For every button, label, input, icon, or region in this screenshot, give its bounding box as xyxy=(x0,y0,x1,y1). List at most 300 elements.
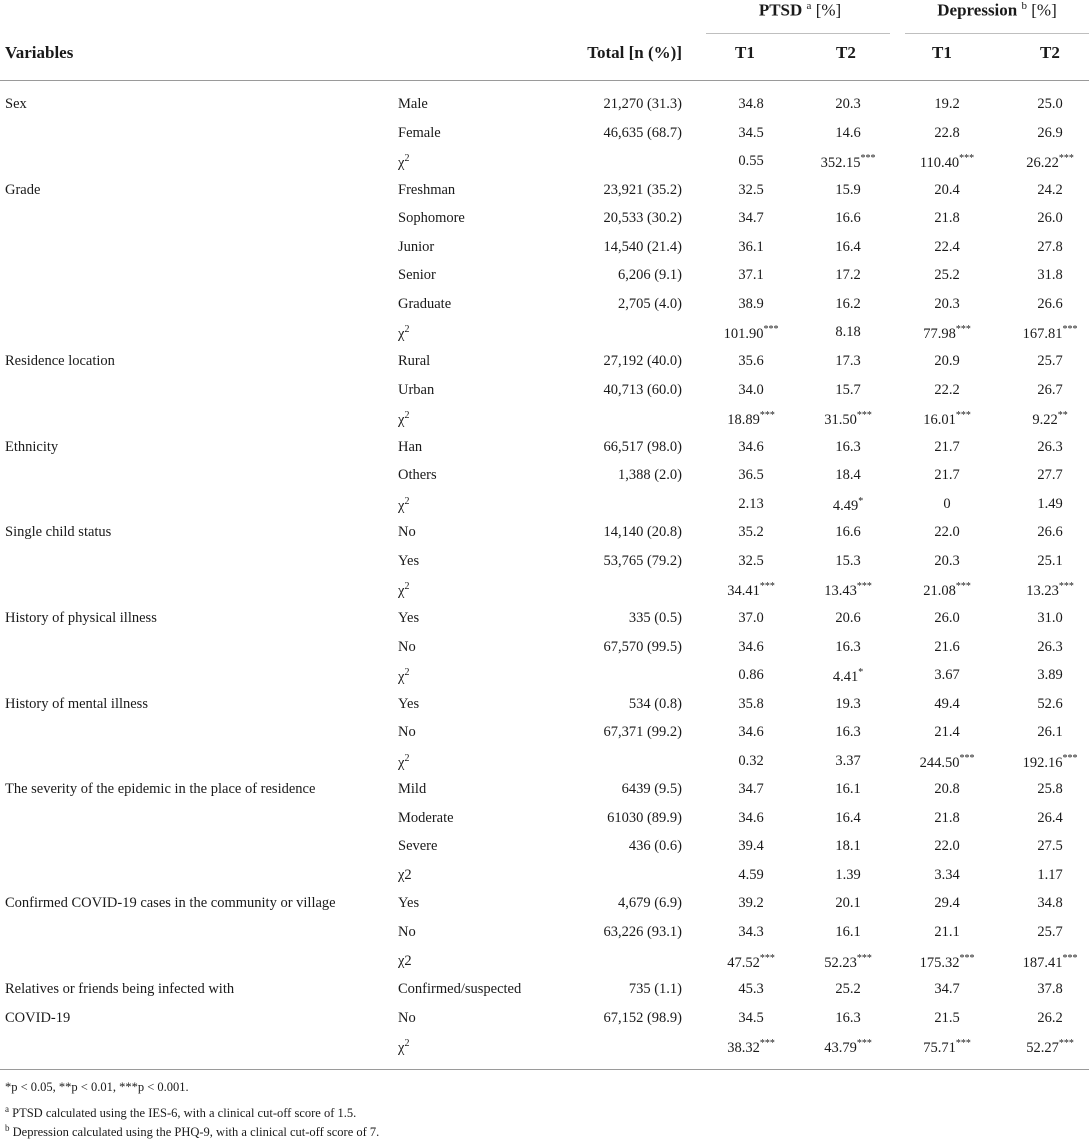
table-row xyxy=(0,720,1089,748)
ptsd-t2-cell xyxy=(798,753,898,770)
depression-t1-cell-value: 25.2 xyxy=(934,267,960,284)
level-cell-value: χ xyxy=(398,583,405,600)
level-cell xyxy=(398,296,451,313)
ptsd-t2-cell xyxy=(798,581,898,600)
depression-t1-cell-value: 16.01 xyxy=(923,411,956,428)
ptsd-t2-cell-value: 16.1 xyxy=(835,924,861,940)
depression-t1-cell-value: 21.5 xyxy=(934,1009,960,1026)
depression-t2-cell-value: 25.8 xyxy=(1037,781,1063,798)
footnote-b-text: Depression calculated using the PHQ-9, with a clinical cut-off score of 7. xyxy=(12,1125,380,1140)
depression-t2-cell xyxy=(1000,182,1089,199)
ptsd-t1-cell xyxy=(701,210,801,227)
depression-t2-cell-value: 26.3 xyxy=(1037,638,1063,655)
variable-cell xyxy=(5,96,27,113)
depression-t2-cell-value: 26.1 xyxy=(1037,724,1063,741)
depression-t2-cell xyxy=(1000,981,1089,998)
ptsd-t2-cell-significance: *** xyxy=(856,410,872,422)
table-row xyxy=(0,435,1089,463)
ptsd-t1-cell xyxy=(701,553,801,570)
variable-cell xyxy=(5,1010,70,1027)
total-cell xyxy=(629,696,682,713)
variable-cell-value: Ethnicity xyxy=(5,438,59,455)
ptsd-t1-cell-value: 37.1 xyxy=(738,267,764,284)
level-cell xyxy=(398,981,521,998)
ptsd-group-rule xyxy=(706,33,890,34)
depression-t1-cell xyxy=(897,753,997,772)
ptsd-t1-cell-value: 47.52 xyxy=(727,954,760,971)
level-cell xyxy=(398,496,409,515)
level-cell xyxy=(398,96,428,113)
depression-t2-cell xyxy=(1000,96,1089,113)
level-cell-value: Yes xyxy=(398,552,420,569)
total-cell-value: 20,533 (30.2) xyxy=(603,210,682,227)
variable-cell xyxy=(5,353,115,370)
ptsd-t2-cell xyxy=(798,867,898,884)
ptsd-t1-cell-value: 34.6 xyxy=(738,724,764,741)
level-cell xyxy=(398,696,419,713)
variable-cell-value: Confirmed COVID-19 cases in the community or village xyxy=(5,895,336,912)
variable-cell-value: The severity of the epidemic in the place of residence xyxy=(5,781,316,798)
table-row xyxy=(0,263,1089,291)
depression-t1-cell-value: 19.2 xyxy=(934,96,960,112)
ptsd-t2-cell xyxy=(798,439,898,456)
level-cell xyxy=(398,781,426,798)
depression-t2-cell xyxy=(1000,467,1089,484)
total-cell xyxy=(618,467,682,484)
ptsd-t2-cell xyxy=(798,610,898,627)
ptsd-t2-cell xyxy=(798,724,898,741)
level-cell-value: Female xyxy=(398,124,441,141)
depression-t1-cell xyxy=(897,981,997,998)
ptsd-t2-cell xyxy=(798,210,898,227)
ptsd-t2-cell-value: 16.3 xyxy=(835,1009,861,1026)
total-cell xyxy=(629,838,682,855)
ptsd-t2-cell-value: 17.3 xyxy=(835,352,861,369)
depression-t2-cell xyxy=(1000,324,1089,343)
ptsd-t1-cell-value: 0.55 xyxy=(738,153,764,170)
ptsd-t2-cell-value: 16.3 xyxy=(835,438,861,455)
depression-t1-cell xyxy=(897,953,997,972)
depression-t1-cell xyxy=(897,296,997,313)
level-cell-value: Mild xyxy=(398,781,427,798)
depression-t1-cell-significance: *** xyxy=(955,1038,971,1050)
level-cell-value: No xyxy=(398,924,416,940)
level-cell-value: Yes xyxy=(398,895,420,912)
total-cell xyxy=(603,239,682,256)
variable-cell xyxy=(5,439,58,456)
ptsd-t1-cell-value: 32.5 xyxy=(738,181,764,198)
depression-t1-cell-value: 26.0 xyxy=(934,609,960,626)
table-row xyxy=(0,692,1089,720)
ptsd-t2-cell-significance: *** xyxy=(860,153,876,165)
depression-t1-cell-value: 21.4 xyxy=(934,724,960,741)
ptsd-t2-cell-significance: *** xyxy=(856,952,872,964)
level-cell xyxy=(398,1038,409,1057)
depression-t1-cell-value: 20.8 xyxy=(934,781,960,798)
table-row xyxy=(0,1034,1089,1062)
ptsd-t1-cell xyxy=(701,524,801,541)
depression-t1-cell-significance: *** xyxy=(955,324,971,336)
depression-t1-cell xyxy=(897,667,997,684)
total-cell-value: 23,921 (35.2) xyxy=(603,181,682,198)
ptsd-footnote-mark: a xyxy=(806,0,812,12)
variable-cell-value: Relatives or friends being infected with xyxy=(5,981,235,998)
ptsd-t1-header: T1 xyxy=(735,43,755,62)
depression-t1-cell-value: 20.4 xyxy=(934,181,960,198)
total-cell-value: 534 (0.8) xyxy=(628,695,682,712)
table-row xyxy=(0,1006,1089,1034)
depression-t1-cell xyxy=(897,924,997,941)
ptsd-t1-cell xyxy=(701,439,801,456)
total-cell-value: 6439 (9.5) xyxy=(621,781,682,798)
ptsd-t1-cell xyxy=(701,981,801,998)
depression-t1-cell-value: 21.6 xyxy=(934,638,960,655)
ptsd-t2-cell-significance: *** xyxy=(856,581,872,593)
table-row xyxy=(0,577,1089,605)
depression-t2-cell-value: 1.49 xyxy=(1037,495,1063,512)
ptsd-t1-cell xyxy=(701,353,801,370)
depression-t1-cell-value: 244.50 xyxy=(919,754,960,771)
ptsd-t2-cell xyxy=(798,696,898,713)
table-row xyxy=(0,834,1089,862)
depression-t2-cell-value: 31.0 xyxy=(1037,609,1063,626)
depression-t1-cell-value: 21.7 xyxy=(934,467,960,484)
level-cell xyxy=(398,553,419,570)
total-header: Total [n (%)] xyxy=(587,43,682,62)
depression-group-rule xyxy=(905,33,1089,34)
ptsd-t2-cell-value: 8.18 xyxy=(835,324,861,341)
depression-t1-cell-value: 3.67 xyxy=(934,667,960,683)
level-cell-value: χ2 xyxy=(398,952,412,969)
ptsd-t1-cell-significance: *** xyxy=(759,952,775,964)
level-cell-value: No xyxy=(398,524,416,541)
ptsd-t1-cell xyxy=(701,895,801,912)
ptsd-t1-cell-significance: *** xyxy=(759,410,775,422)
ptsd-group-label: PTSD xyxy=(758,0,803,20)
total-cell xyxy=(603,125,682,142)
depression-t2-cell-significance: *** xyxy=(1058,1038,1074,1050)
ptsd-t1-cell xyxy=(701,810,801,827)
table-row xyxy=(0,463,1089,491)
depression-t2-cell-value: 26.0 xyxy=(1037,210,1063,227)
depression-t1-cell-value: 34.7 xyxy=(934,981,960,998)
depression-t1-cell-significance: *** xyxy=(959,752,975,764)
depression-t1-cell xyxy=(897,1038,997,1057)
ptsd-t2-cell-value: 16.3 xyxy=(835,724,861,741)
level-cell xyxy=(398,639,416,656)
ptsd-t2-cell xyxy=(798,125,898,142)
ptsd-t1-cell xyxy=(701,953,801,972)
level-cell-value: Moderate xyxy=(398,809,454,826)
ptsd-t1-cell-value: 34.0 xyxy=(738,381,764,398)
table-row xyxy=(0,349,1089,377)
level-cell-value: Yes xyxy=(398,695,420,712)
ptsd-t1-cell xyxy=(701,496,801,513)
depression-t1-cell-value: 75.71 xyxy=(923,1040,956,1057)
ptsd-t2-cell xyxy=(798,1038,898,1057)
depression-t2-cell xyxy=(1000,924,1089,941)
depression-t2-cell-value: 37.8 xyxy=(1037,981,1063,998)
table-row xyxy=(0,920,1089,948)
level-cell xyxy=(398,924,416,941)
depression-t1-cell-value: 21.08 xyxy=(923,583,956,600)
ptsd-unit: [%] xyxy=(815,0,842,20)
depression-t2-cell xyxy=(1000,496,1089,513)
depression-t2-cell-value: 26.4 xyxy=(1037,809,1063,826)
ptsd-t1-cell-value: 35.6 xyxy=(738,352,764,369)
ptsd-t2-cell xyxy=(798,524,898,541)
level-cell-value: Yes xyxy=(398,609,420,626)
total-cell-value: 63,226 (93.1) xyxy=(603,924,682,940)
ptsd-t2-cell-significance: *** xyxy=(856,1038,872,1050)
ptsd-t2-cell-value: 31.50 xyxy=(824,411,857,428)
ptsd-t2-cell xyxy=(798,239,898,256)
total-cell xyxy=(603,924,682,941)
level-cell xyxy=(398,610,419,627)
depression-t1-cell xyxy=(897,1010,997,1027)
level-cell-significance: 2 xyxy=(404,667,410,678)
footnote-b-mark: b xyxy=(5,1123,10,1133)
level-cell-value: Severe xyxy=(398,838,438,855)
table-row xyxy=(0,777,1089,805)
ptsd-t1-cell-value: 101.90 xyxy=(723,326,764,343)
ptsd-t2-cell-value: 20.3 xyxy=(835,96,861,112)
ptsd-t2-cell-value: 17.2 xyxy=(835,267,861,284)
depression-t2-cell-value: 27.8 xyxy=(1037,238,1063,255)
depression-t2-cell xyxy=(1000,696,1089,713)
depression-t1-cell-value: 21.7 xyxy=(934,438,960,455)
total-cell xyxy=(629,610,682,627)
ptsd-t1-cell-value: 34.6 xyxy=(738,438,764,455)
table-row xyxy=(0,406,1089,434)
level-cell-significance: 2 xyxy=(404,495,410,507)
ptsd-t2-cell-value: 16.4 xyxy=(835,809,861,826)
depression-t1-cell-value: 21.1 xyxy=(934,924,960,940)
depression-t1-cell xyxy=(897,524,997,541)
ptsd-t2-cell xyxy=(798,382,898,399)
table-row xyxy=(0,320,1089,348)
ptsd-t2-cell-value: 16.2 xyxy=(835,295,861,312)
level-cell-value: χ xyxy=(398,411,405,428)
level-cell xyxy=(398,753,409,772)
depression-t2-cell xyxy=(1000,895,1089,912)
total-cell xyxy=(603,96,682,113)
ptsd-t1-cell xyxy=(701,696,801,713)
variables-header: Variables xyxy=(5,43,74,62)
level-cell xyxy=(398,867,412,884)
ptsd-group-header xyxy=(710,0,890,21)
table-row xyxy=(0,235,1089,263)
total-cell xyxy=(603,382,682,399)
depression-t2-cell xyxy=(1000,867,1089,884)
variable-cell-value: Residence location xyxy=(5,352,115,369)
depression-t1-cell xyxy=(897,267,997,284)
depression-t1-cell xyxy=(897,125,997,142)
table-row xyxy=(0,635,1089,663)
variable-cell-value: Sex xyxy=(5,96,27,112)
depression-t1-cell-significance: *** xyxy=(959,952,975,964)
depression-t2-cell-value: 31.8 xyxy=(1037,267,1063,284)
ptsd-t1-cell-value: 36.1 xyxy=(738,238,764,255)
ptsd-t2-cell xyxy=(798,296,898,313)
ptsd-t1-cell-value: 39.4 xyxy=(738,838,764,855)
ptsd-t2-cell xyxy=(798,96,898,113)
table-row xyxy=(0,92,1089,120)
depression-t2-cell-value: 27.7 xyxy=(1037,467,1063,484)
depression-t2-cell xyxy=(1000,639,1089,656)
ptsd-t1-cell-value: 34.41 xyxy=(727,583,760,600)
depression-t2-cell xyxy=(1000,296,1089,313)
level-cell xyxy=(398,267,436,284)
depression-t2-cell-significance: *** xyxy=(1062,952,1078,964)
depression-t1-cell xyxy=(897,439,997,456)
depression-t2-cell xyxy=(1000,125,1089,142)
ptsd-t1-cell xyxy=(701,125,801,142)
ptsd-t1-cell xyxy=(701,267,801,284)
depression-t1-cell xyxy=(897,696,997,713)
table-row xyxy=(0,806,1089,834)
depression-t1-cell xyxy=(897,838,997,855)
total-cell-value: 14,540 (21.4) xyxy=(603,238,682,255)
depression-t2-cell-significance: ** xyxy=(1057,410,1068,422)
level-cell-value: Han xyxy=(398,438,423,455)
depression-t1-cell-value: 110.40 xyxy=(919,154,960,171)
ptsd-t2-cell-value: 43.79 xyxy=(824,1040,857,1057)
depression-t2-cell-value: 26.6 xyxy=(1037,295,1063,312)
depression-t2-cell-value: 9.22 xyxy=(1032,411,1058,428)
level-cell xyxy=(398,524,416,541)
ptsd-t2-cell xyxy=(798,267,898,284)
ptsd-t1-cell xyxy=(701,296,801,313)
table-row xyxy=(0,492,1089,520)
total-cell-value: 4,679 (6.9) xyxy=(617,895,682,912)
level-cell xyxy=(398,810,454,827)
ptsd-t2-cell-value: 20.6 xyxy=(835,609,861,626)
total-cell-value: 21,270 (31.3) xyxy=(603,96,682,112)
total-cell xyxy=(618,267,682,284)
depression-t2-cell-value: 24.2 xyxy=(1037,181,1063,198)
ptsd-t2-cell-value: 16.3 xyxy=(835,638,861,655)
depression-t1-cell-value: 22.0 xyxy=(934,838,960,855)
ptsd-t2-cell-value: 52.23 xyxy=(824,954,857,971)
ptsd-t1-cell-value: 39.2 xyxy=(738,895,764,912)
ptsd-t2-cell xyxy=(798,895,898,912)
ptsd-t1-cell xyxy=(701,410,801,429)
ptsd-t2-cell-value: 1.39 xyxy=(835,866,861,883)
depression-t2-cell xyxy=(1000,267,1089,284)
ptsd-t1-cell-significance: *** xyxy=(759,1038,775,1050)
depression-t2-cell xyxy=(1000,153,1089,172)
table-row xyxy=(0,549,1089,577)
ptsd-t1-cell xyxy=(701,610,801,627)
ptsd-t1-cell xyxy=(701,724,801,741)
ptsd-t1-cell-value: 2.13 xyxy=(738,495,764,512)
ptsd-t2-cell xyxy=(798,153,898,172)
total-cell-value: 14,140 (20.8) xyxy=(603,524,682,541)
depression-t2-cell-value: 25.7 xyxy=(1037,924,1063,940)
variable-cell xyxy=(5,781,315,798)
depression-t2-cell xyxy=(1000,667,1089,684)
level-cell-value: χ xyxy=(398,754,405,771)
depression-t2-cell-value: 26.22 xyxy=(1026,154,1059,171)
total-cell-value: 27,192 (40.0) xyxy=(603,352,682,369)
level-cell-value: Junior xyxy=(398,238,435,255)
depression-t1-cell-significance: *** xyxy=(955,581,971,593)
depression-t1-cell xyxy=(897,410,997,429)
level-cell xyxy=(398,153,409,172)
ptsd-t2-cell-significance: * xyxy=(858,667,864,678)
depression-t2-cell xyxy=(1000,553,1089,570)
depression-t2-cell-value: 27.5 xyxy=(1037,838,1063,855)
level-cell xyxy=(398,239,434,256)
variable-cell-value: Grade xyxy=(5,181,41,198)
ptsd-t1-cell xyxy=(701,753,801,770)
level-cell-value: Rural xyxy=(398,352,431,369)
level-cell-value: Graduate xyxy=(398,295,452,312)
depression-t1-cell xyxy=(897,210,997,227)
level-cell xyxy=(398,1010,416,1027)
depression-t1-cell xyxy=(897,610,997,627)
depression-t1-cell-value: 22.0 xyxy=(934,524,960,541)
depression-t1-cell-value: 77.98 xyxy=(923,326,956,343)
depression-t1-cell xyxy=(897,182,997,199)
depression-t1-cell-value: 3.34 xyxy=(934,866,960,883)
depression-t2-cell-value: 25.7 xyxy=(1037,352,1063,369)
ptsd-t2-cell-value: 3.37 xyxy=(835,752,861,769)
level-cell-significance: 2 xyxy=(404,153,410,165)
depression-t2-cell xyxy=(1000,210,1089,227)
level-cell xyxy=(398,382,434,399)
ptsd-t2-cell xyxy=(798,981,898,998)
ptsd-t1-cell-value: 45.3 xyxy=(738,981,764,998)
total-cell-value: 335 (0.5) xyxy=(628,609,682,626)
ptsd-t1-cell-value: 34.5 xyxy=(738,1009,764,1026)
ptsd-t2-cell-value: 4.49 xyxy=(832,497,859,514)
ptsd-t2-header: T2 xyxy=(836,43,856,62)
level-cell xyxy=(398,125,441,142)
depression-t2-cell-value: 26.3 xyxy=(1037,438,1063,455)
depression-t2-cell-value: 26.6 xyxy=(1037,524,1063,541)
level-cell-value: χ xyxy=(398,1040,405,1057)
variable-cell xyxy=(5,696,148,713)
total-cell xyxy=(603,639,682,656)
depression-t2-cell xyxy=(1000,838,1089,855)
level-cell-value: χ xyxy=(398,668,405,685)
ptsd-t1-cell-value: 34.7 xyxy=(738,781,764,798)
level-cell-value: Senior xyxy=(398,267,436,284)
ptsd-t1-cell-value: 0.86 xyxy=(738,667,764,683)
table-row xyxy=(0,520,1089,548)
total-cell-value: 6,206 (9.1) xyxy=(617,267,682,284)
ptsd-t2-cell-value: 16.1 xyxy=(835,781,861,798)
total-cell-value: 67,371 (99.2) xyxy=(603,724,682,741)
level-cell-significance: 2 xyxy=(404,1038,410,1050)
ptsd-t1-cell xyxy=(701,382,801,399)
total-cell xyxy=(603,1010,682,1027)
ptsd-t2-cell xyxy=(798,182,898,199)
level-cell-value: Others xyxy=(398,467,437,484)
ptsd-t2-cell xyxy=(798,553,898,570)
depression-t1-cell xyxy=(897,496,997,513)
ptsd-t2-cell-value: 13.43 xyxy=(824,583,857,600)
ptsd-t1-cell-value: 0.32 xyxy=(738,752,764,769)
ptsd-t1-cell-value: 34.7 xyxy=(738,210,764,227)
table-row xyxy=(0,378,1089,406)
level-cell xyxy=(398,410,409,429)
depression-t1-cell xyxy=(897,239,997,256)
depression-t1-cell xyxy=(897,781,997,798)
variable-cell-value: COVID-19 xyxy=(5,1009,71,1026)
